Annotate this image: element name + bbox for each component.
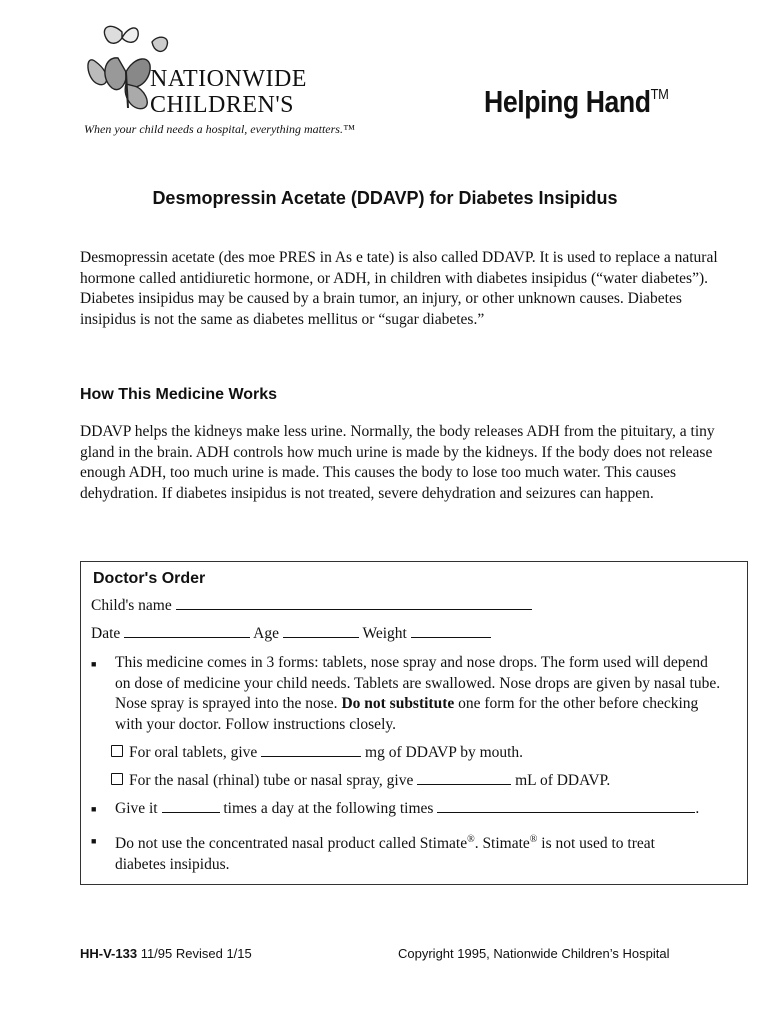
stimate-text-c: is not used to treat diabetes insipidus. — [115, 835, 655, 873]
form-number: HH-V-133 — [80, 946, 138, 961]
weight-label: Weight — [362, 625, 407, 642]
document-title: Desmopressin Acetate (DDAVP) for Diabetes Insipidus — [152, 188, 618, 208]
bullet-forms — [115, 653, 725, 735]
bullet-square-icon: ■ — [91, 836, 97, 846]
nasal-option — [111, 772, 610, 790]
oral-tablets-suffix: mg of DDAVP by mouth. — [365, 744, 524, 761]
nasal-suffix: mL of DDAVP. — [515, 772, 611, 789]
date-label: Date — [91, 625, 121, 642]
registered-mark: ® — [529, 834, 538, 845]
forms-text-end: one form for the other before checking with your doctor. Follow instructions closely. — [115, 695, 699, 733]
oral-tablets-checkbox[interactable] — [111, 745, 123, 757]
age-label: Age — [253, 625, 279, 642]
childs-name-label: Child's name — [91, 597, 172, 614]
nasal-dose-field[interactable] — [417, 772, 511, 785]
times-per-day-field[interactable] — [162, 800, 220, 813]
nasal-label: For the nasal (rhinal) tube or nasal spray, give — [129, 772, 414, 789]
doctors-order-box — [80, 561, 748, 885]
oral-dose-field[interactable] — [261, 744, 361, 757]
oral-tablets-label: For oral tablets, give — [129, 744, 258, 761]
brand-trademark: TM — [650, 86, 669, 103]
date-field[interactable] — [124, 625, 250, 638]
childs-name-field[interactable] — [176, 597, 532, 610]
do-not-substitute: Do not substitute — [341, 695, 455, 712]
stimate-text-b: . Stimate — [474, 835, 530, 853]
age-field[interactable] — [283, 625, 359, 638]
section-heading: How This Medicine Works — [80, 386, 278, 403]
doctors-order-title: Doctor's Order — [93, 570, 206, 587]
childs-name-row — [91, 597, 532, 615]
following-times-label: times a day at the following times — [223, 800, 434, 817]
copyright: Copyright 1995, Nationwide Children’s Hospital — [398, 946, 670, 961]
date-age-weight-row — [91, 625, 491, 643]
brand-text: Helping Hand — [484, 84, 651, 119]
intro-paragraph: Desmopressin acetate (des moe PRES in As e tate) is also called DDAVP. It is used to replace a natural hormone called antidiuretic hormone, or ADH, in children with diabetes insipidus (“water diabetes”). Diabetes insipidus may be caused by a brain tumor, an injury, or other unknown causes. Diabetes insipidus is not the same as diabetes mellitus or “sugar diabetes.” — [80, 249, 718, 328]
weight-field[interactable] — [411, 625, 491, 638]
give-it-label: Give it — [115, 800, 158, 817]
bullet-frequency — [115, 799, 755, 820]
period: . — [695, 800, 700, 817]
oral-tablets-option — [111, 744, 523, 762]
bullet-stimate — [115, 830, 675, 875]
tagline: When your child needs a hospital, everything matters.™ — [84, 122, 355, 136]
how-it-works-paragraph: DDAVP helps the kidneys make less urine. Normally, the body releases ADH from the pituitary, a tiny gland in the brain. ADH controls how much urine is made by the kidneys. If the body does not release enough ADH, too much urine is made. This causes the body to lose too much water. This causes dehydration. If diabetes insipidus is not treated, severe dehydration and seizures can happen. — [80, 423, 715, 502]
form-dates: 11/95 Revised 1/15 — [137, 946, 252, 961]
forms-text: This medicine comes in 3 forms: tablets, nose spray and nose drops. The form used will depend on dose of medicine your child needs. Tablets are swallowed. Nose drops are given by nasal tube. Nose spray is sprayed into the nose. — [115, 654, 721, 712]
org-name-line1: NATIONWIDE — [150, 66, 307, 92]
registered-mark: ® — [467, 834, 475, 845]
bullet-square-icon: ■ — [91, 804, 97, 814]
times-field[interactable] — [437, 800, 695, 813]
form-code — [80, 946, 252, 961]
stimate-text-a: Do not use the concentrated nasal product called Stimate — [115, 835, 468, 853]
bullet-square-icon: ■ — [91, 659, 97, 669]
helping-hand-brand — [484, 84, 668, 120]
nasal-checkbox[interactable] — [111, 773, 123, 785]
org-name-line2: CHILDREN'S — [150, 92, 294, 118]
